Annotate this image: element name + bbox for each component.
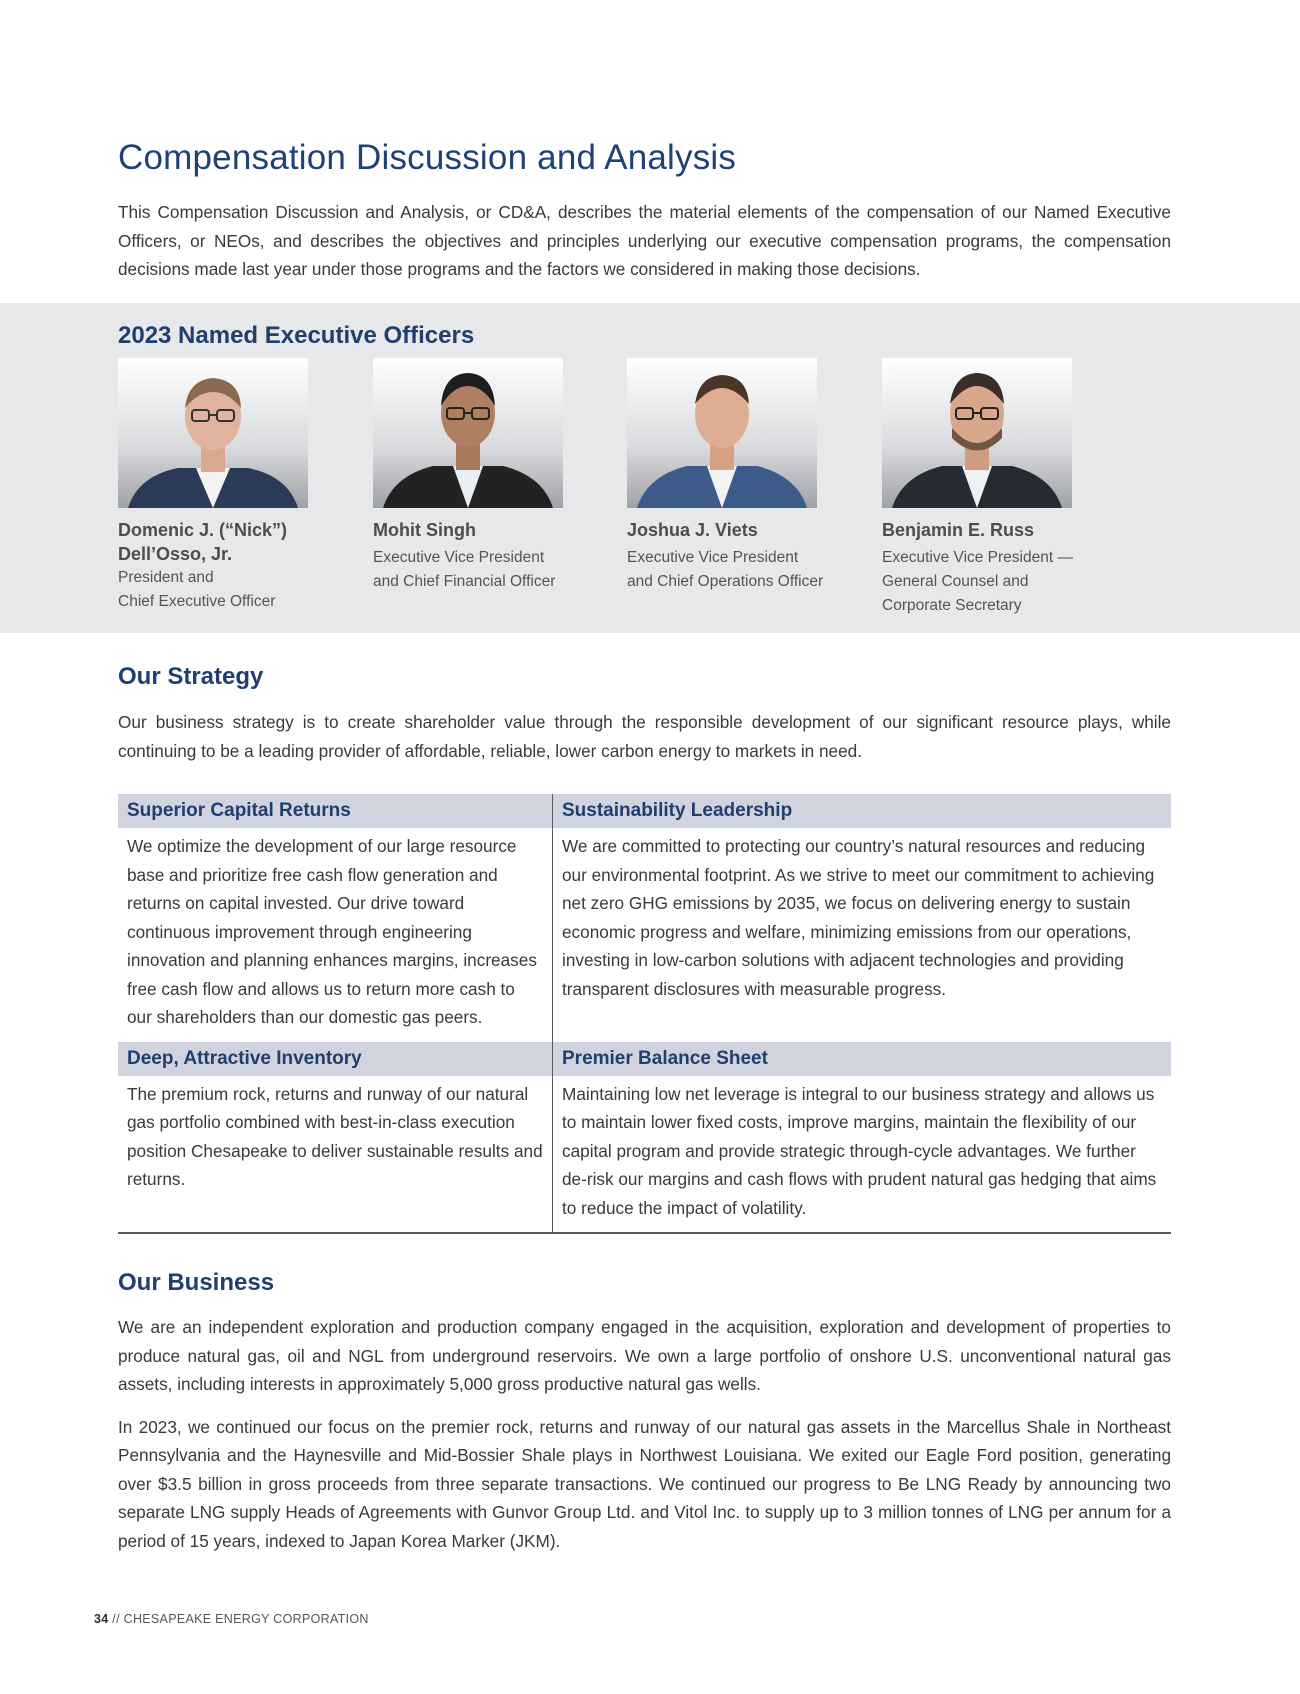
intro-section [118, 198, 1171, 284]
headshot-photo [373, 358, 563, 508]
business-heading: Our Business [118, 1269, 275, 1296]
neo-title: Executive Vice President and Chief Operations Officer [627, 549, 824, 590]
pillar-text: We optimize the development of our large resource base and prioritize free cash flow generation and returns on capital invested. Our drive toward continuous improvement through engineering innovation and planning enhances margins, increases free cash flow and allows us to return more cash to our shareholders than our domestic gas peers. [127, 836, 537, 1027]
neo-card-russ [882, 358, 1112, 618]
neo-card-viets [627, 358, 857, 594]
pillar-text: We are committed to protecting our country’s natural resources and reducing our environmental footprint. As we strive to meet our commitment to achieving net zero GHG emissions by 2035, we focus on delivering energy to sustain economic progress and welfare, minimizing emissions from our operations, investing in low-carbon solutions with adjacent technologies and providing transparent disclosures with measurable progress. [552, 828, 1171, 1042]
pillar-header-row [118, 1042, 1171, 1076]
headshot-photo [118, 358, 308, 508]
neo-name: Joshua J. Viets [627, 520, 758, 540]
page-footer [94, 1612, 369, 1626]
strategy-heading: Our Strategy [118, 663, 264, 690]
pillar-body-row [118, 828, 1171, 1042]
business-paragraph-2: In 2023, we continued our focus on the premier rock, returns and runway of our natural gas assets in the Marcellus Shale in Northeast Pennsylvania and the Haynesville and Mid-Bossier Shale plays in Northwest Louisiana. We exited our Eagle Ford position, generating over $3.5 billion in gross proceeds from three separate transactions. We continued our progress to Be LNG Ready by announcing two separate LNG supply Heads of Agreements with Gunvor Group Ltd. and Vitol Inc. to supply up to 3 million tonnes of LNG per annum for a period of 15 years, indexed to Japan Korea Marker (JKM). [118, 1416, 1171, 1551]
strategy-section [118, 708, 1171, 765]
pillar-text: The premium rock, returns and runway of our natural gas portfolio combined with best-in-class execution position Chesapeake to deliver sustainable results and returns. [127, 1083, 543, 1189]
pillar-title: Superior Capital Returns [118, 794, 552, 828]
business-section [118, 1313, 1171, 1555]
page-title: Compensation Discussion and Analysis [118, 138, 737, 177]
neo-card-singh [373, 358, 603, 594]
neo-card-dellosso [118, 358, 348, 614]
strategy-pillars-table [118, 794, 1171, 1234]
headshot-photo [882, 358, 1072, 508]
neo-heading: 2023 Named Executive Officers [118, 322, 475, 349]
neo-name: Benjamin E. Russ [882, 520, 1035, 540]
table-bottom-rule [118, 1232, 1171, 1234]
business-paragraph-1: We are an independent exploration and production company engaged in the acquisition, exploration and development of properties to produce natural gas, oil and NGL from underground reservoirs. We own a large portfolio of onshore U.S. unconventional natural gas assets, including interests in approximately 5,000 gross productive natural gas wells. [118, 1317, 1171, 1394]
pillar-title: Premier Balance Sheet [552, 1042, 1171, 1076]
pillar-text: Maintaining low net leverage is integral to our business strategy and allows us to maintain lower fixed costs, improve margins, maintain the flexibility of our capital program and provide strategic through-cycle advantages. We further de-risk our margins and cash flows with prudent natural gas hedging that aims to reduce the impact of volatility. [552, 1076, 1171, 1233]
neo-title: President and Chief Executive Officer [118, 569, 276, 610]
pillar-header-row [118, 794, 1171, 828]
neo-name: Domenic J. (“Nick”) Dell’Osso, Jr. [118, 520, 288, 564]
pillar-body-row [118, 1076, 1171, 1233]
page-number: 34 [94, 1612, 109, 1626]
pillar-title: Deep, Attractive Inventory [118, 1042, 552, 1076]
neo-name: Mohit Singh [373, 520, 476, 540]
neo-title: Executive Vice President — General Counsel and Corporate Secretary [882, 549, 1073, 614]
headshot-photo [627, 358, 817, 508]
footer-separator: // [112, 1612, 120, 1626]
company-name: CHESAPEAKE ENERGY CORPORATION [123, 1612, 369, 1626]
strategy-paragraph: Our business strategy is to create shareholder value through the responsible development of our significant resource plays, while continuing to be a leading provider of affordable, reliable, lower carbon energy to markets in need. [118, 712, 1171, 761]
pillar-title: Sustainability Leadership [552, 794, 1171, 828]
intro-paragraph: This Compensation Discussion and Analysis, or CD&A, describes the material elements of the compensation of our Named Executive Officers, or NEOs, and describes the objectives and principles underlying our executive compensation programs, the compensation decisions made last year under those programs and the factors we considered in making those decisions. [118, 202, 1171, 279]
neo-title: Executive Vice President and Chief Financial Officer [373, 549, 556, 590]
